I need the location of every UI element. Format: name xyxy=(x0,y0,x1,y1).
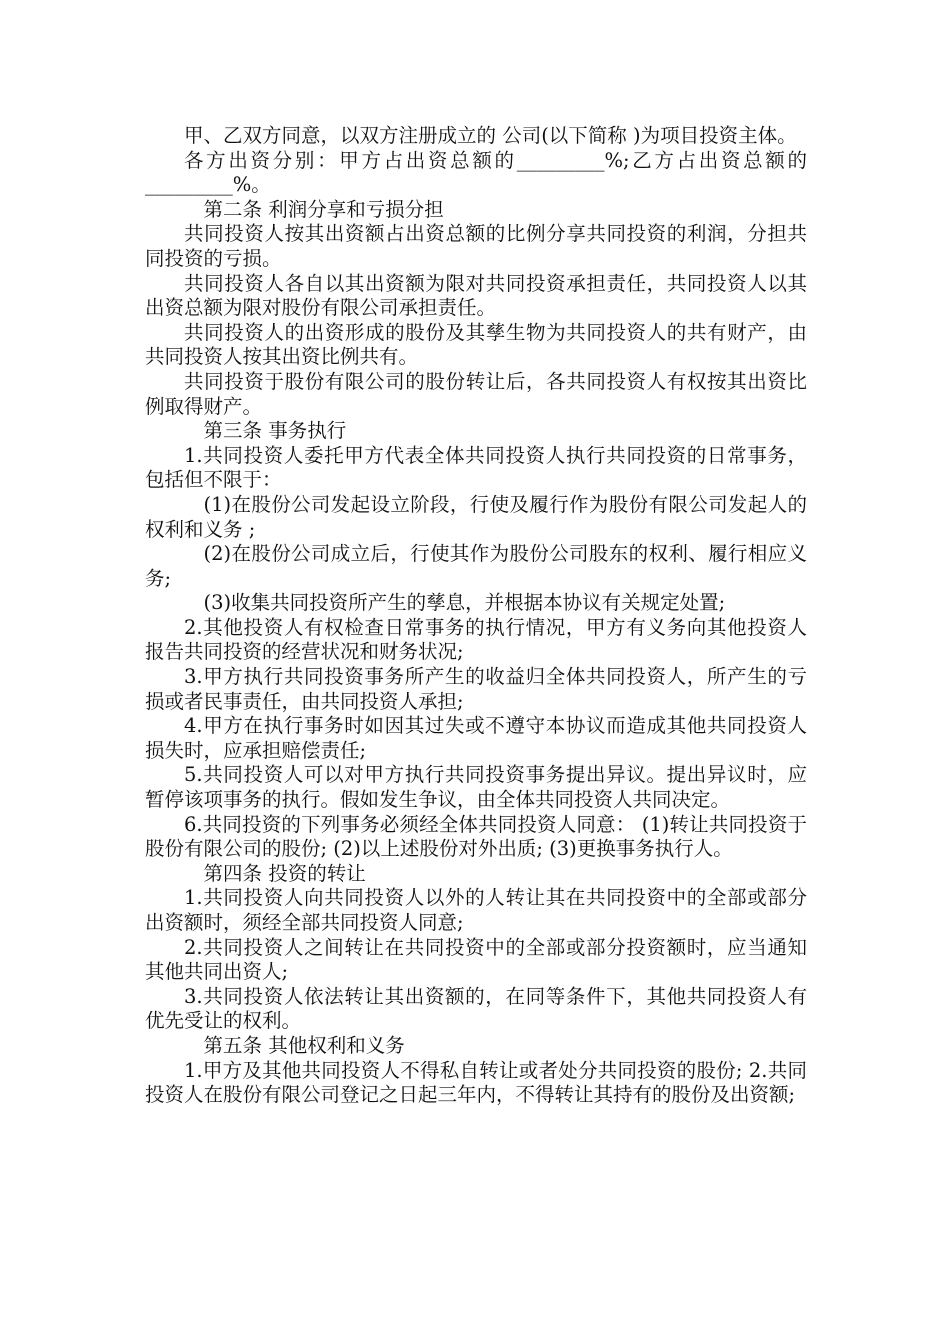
paragraph: 3.甲方执行共同投资事务所产生的收益归全体共同投资人，所产生的亏损或者民事责任，由共同投资人承担; xyxy=(145,665,807,713)
paragraph: 甲、乙双方同意，以双方注册成立的 公司(以下简称 )为项目投资主体。 xyxy=(184,124,797,147)
paragraph: 4.甲方在执行事务时如因其过失或不遵守本协议而造成其他共同投资人损失时，应承担赔偿责任; xyxy=(145,714,807,762)
paragraph: 5.共同投资人可以对甲方执行共同投资事务提出异议。提出异议时，应暂停该项事务的执行。假如发生争议，由全体共同投资人共同决定。 xyxy=(145,763,807,812)
paragraph: 共同投资人各自以其出资额为限对共同投资承担责任，共同投资人以其出资总额为限对股份有限公司承担责任。 xyxy=(145,271,807,320)
sub-item: (2)在股份公司成立后，行使其作为股份公司股东的权利、履行相应义务; xyxy=(145,542,807,590)
section-heading: 第三条 事务执行 xyxy=(203,419,347,443)
paragraph: 共同投资人的出资形成的股份及其孳生物为共同投资人的共有财产，由共同投资人按其出资比例共有。 xyxy=(145,320,807,369)
paragraph: 各方出资分别：甲方占出资总额的_________%;乙方占出资总额的_________%。 xyxy=(145,148,807,197)
paragraph: 2.其他投资人有权检查日常事务的执行情况，甲方有义务向其他投资人报告共同投资的经营状况和财务状况; xyxy=(145,615,807,664)
sub-item: (3)收集共同投资所产生的孳息，并根据本协议有关规定处置; xyxy=(203,591,726,615)
section-heading: 第五条 其他权利和义务 xyxy=(203,1033,405,1057)
paragraph: 1.共同投资人委托甲方代表全体共同投资人执行共同投资的日常事务，包括但不限于： xyxy=(145,443,807,492)
paragraph: 1.共同投资人向共同投资人以外的人转让其在共同投资中的全部或部分出资额时，须经全部共同投资人同意; xyxy=(145,886,807,934)
sub-item: (1)在股份公司发起设立阶段，行使及履行作为股份有限公司发起人的权利和义务 ; xyxy=(145,492,807,541)
paragraph: 2.共同投资人之间转让在共同投资中的全部或部分投资额时，应当通知其他共同出资人; xyxy=(145,935,807,984)
paragraph: 6.共同投资的下列事务必须经全体共同投资人同意： (1)转让共同投资于股份有限公司的股份; (2)以上述股份对外出质; (3)更换事务执行人。 xyxy=(145,812,807,861)
paragraph: 3.共同投资人依法转让其出资额的，在同等条件下，其他共同投资人有优先受让的权利。 xyxy=(145,984,807,1033)
section-heading: 第四条 投资的转让 xyxy=(203,861,366,885)
paragraph: 共同投资于股份有限公司的股份转让后，各共同投资人有权按其出资比例取得财产。 xyxy=(145,369,807,418)
paragraph: 1.甲方及其他共同投资人不得私自转让或者处分共同投资的股份; 2.共同投资人在股份有限公司登记之日起三年内，不得转让其持有的股份及出资额; xyxy=(145,1058,807,1107)
paragraph: 共同投资人按其出资额占出资总额的比例分享共同投资的利润，分担共同投资的亏损。 xyxy=(145,222,807,270)
document-page xyxy=(145,124,807,1108)
section-heading: 第二条 利润分享和亏损分担 xyxy=(203,197,444,221)
